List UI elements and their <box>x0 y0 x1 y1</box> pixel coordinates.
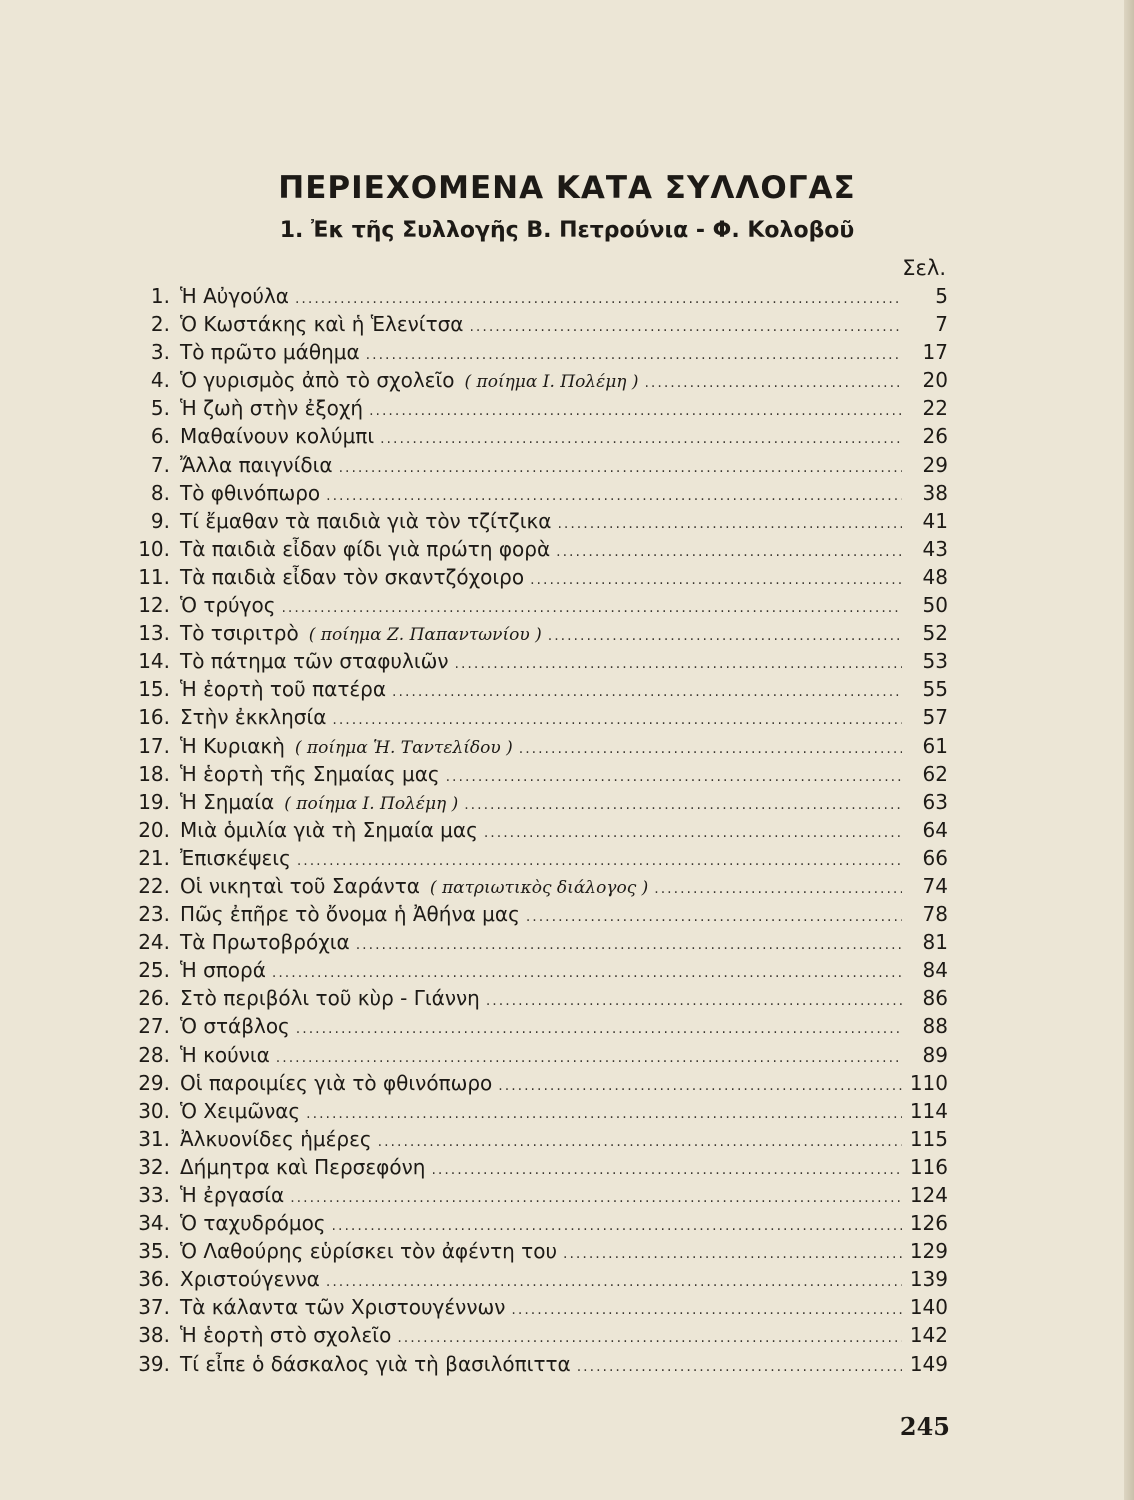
entry-page: 139 <box>909 1267 948 1292</box>
entry-number: 27. <box>138 1014 170 1039</box>
toc-entry <box>132 310 948 338</box>
entry-page: 61 <box>922 733 948 758</box>
toc-entry <box>132 1097 948 1125</box>
entry-page: 48 <box>922 564 948 589</box>
entry-page: 29 <box>922 452 948 477</box>
page-title: ΠΕΡΙΕΧΟΜΕΝΑ ΚΑΤΑ ΣΥΛΛΟΓΑΣ <box>278 170 856 206</box>
entry-number: 3. <box>150 340 170 365</box>
toc-entry <box>132 760 948 788</box>
toc-entry <box>132 900 948 928</box>
entry-page: 116 <box>909 1154 948 1179</box>
entry-title: Οἱ νικηταὶ τοῦ Σαράντα <box>180 873 420 898</box>
toc-entry <box>132 816 948 844</box>
entry-number: 10. <box>138 536 170 561</box>
dot-leader <box>548 622 902 650</box>
entry-number: 19. <box>138 789 170 814</box>
entry-page: 114 <box>909 1098 948 1123</box>
entry-number: 14. <box>138 649 170 674</box>
toc-entry <box>132 282 948 310</box>
entry-number: 17. <box>138 733 170 758</box>
entry-page: 52 <box>922 621 948 646</box>
entry-number: 16. <box>138 705 170 730</box>
entry-title: Τί εἶπε ὁ δάσκαλος γιὰ τὴ βασιλόπιττα <box>180 1351 571 1376</box>
entry-title: Τὰ παιδιὰ εἶδαν τὸν σκαντζόχοιρο <box>180 564 525 589</box>
toc-entry <box>132 1293 948 1321</box>
entry-page: 88 <box>922 1014 948 1039</box>
entry-page: 43 <box>922 536 948 561</box>
toc-entry <box>132 619 948 647</box>
toc-entry <box>132 366 948 394</box>
entry-number: 35. <box>138 1239 170 1264</box>
entry-title: Ἡ ἑορτὴ στὸ σχολεῖο <box>180 1323 392 1348</box>
toc-entry <box>132 535 948 563</box>
dot-leader <box>296 1015 902 1043</box>
entry-page: 62 <box>922 761 948 786</box>
entry-title: Τὰ κάλαντα τῶν Χριστουγέννων <box>180 1295 506 1320</box>
page-number: 245 <box>899 1412 950 1441</box>
entry-number: 37. <box>138 1295 170 1320</box>
dot-leader <box>369 397 902 425</box>
toc-entry <box>132 956 948 984</box>
dot-leader <box>431 1156 902 1184</box>
entry-note: ( ποίημα Ι. Πολέμη ) <box>284 793 459 814</box>
entry-page: 22 <box>922 396 948 421</box>
entry-page: 41 <box>922 508 948 533</box>
entry-title: Ἡ κούνια <box>180 1042 270 1067</box>
entry-title: Ἡ ἐργασία <box>180 1183 285 1207</box>
entry-title: Τὸ φθινόπωρο <box>180 480 321 505</box>
toc-entry <box>132 507 948 535</box>
dot-leader <box>281 594 902 622</box>
dot-leader <box>306 1100 902 1128</box>
entry-number: 8. <box>150 480 170 505</box>
entry-title: Πῶς ἐπῆρε τὸ ὄνομα ἡ Ἀθήνα μας <box>180 902 520 927</box>
toc-entry <box>132 1181 948 1209</box>
entry-page: 124 <box>909 1183 948 1207</box>
toc-entry <box>132 1350 948 1378</box>
entry-page: 74 <box>922 873 948 898</box>
entry-page: 78 <box>922 902 948 927</box>
entry-number: 23. <box>138 902 170 927</box>
entry-title: Ἡ Κυριακὴ <box>180 733 285 758</box>
entry-title: Ἡ ἑορτὴ τοῦ πατέρα <box>180 677 387 702</box>
entry-title: Τὰ Πρωτοβρόχια <box>180 930 350 955</box>
entry-title: Ὁ στάβλος <box>180 1014 290 1039</box>
table-of-contents <box>132 282 948 1378</box>
entry-title: Τὸ πάτημα τῶν σταφυλιῶν <box>180 649 449 674</box>
entry-number: 11. <box>138 564 170 589</box>
entry-number: 21. <box>138 845 170 870</box>
entry-number: 33. <box>138 1183 170 1207</box>
toc-entry <box>132 928 948 956</box>
entry-number: 28. <box>138 1042 170 1067</box>
entry-title: Τὸ πρῶτο μάθημα <box>180 340 360 365</box>
entry-page: 126 <box>909 1211 948 1236</box>
entry-page: 50 <box>922 593 948 618</box>
entry-page: 140 <box>909 1295 948 1320</box>
dot-leader <box>339 454 902 482</box>
toc-entry <box>132 563 948 591</box>
toc-entry <box>132 1041 948 1069</box>
entry-page: 89 <box>922 1042 948 1067</box>
entry-page: 142 <box>909 1323 948 1348</box>
entry-number: 24. <box>138 930 170 955</box>
entry-number: 38. <box>138 1323 170 1348</box>
toc-entry <box>132 703 948 731</box>
entry-number: 4. <box>150 368 170 393</box>
entry-number: 1. <box>150 284 170 308</box>
entry-title: Τὸ τσιριτρὸ <box>180 621 299 646</box>
entry-page: 63 <box>922 789 948 814</box>
entry-title: Ἡ ζωὴ στὴν ἐξοχή <box>180 396 364 421</box>
dot-leader <box>326 1268 902 1296</box>
entry-number: 31. <box>138 1126 170 1151</box>
toc-entry <box>132 1153 948 1181</box>
entry-title: Ὁ Λαθούρης εὑρίσκει τὸν ἀφέντη του <box>180 1239 558 1264</box>
entry-page: 20 <box>922 368 948 393</box>
entry-number: 13. <box>138 621 170 646</box>
entry-number: 32. <box>138 1154 170 1179</box>
entry-page: 115 <box>909 1126 948 1151</box>
entry-number: 29. <box>138 1070 170 1095</box>
dot-leader <box>366 341 902 369</box>
dot-leader <box>556 538 902 566</box>
entry-title: Οἱ παροιμίες γιὰ τὸ φθινόπωρο <box>180 1070 493 1095</box>
entry-number: 39. <box>138 1351 170 1376</box>
entry-title: Ἐπισκέψεις <box>180 845 291 870</box>
toc-entry <box>132 1321 948 1349</box>
toc-entry <box>132 451 948 479</box>
entry-title: Ἡ ἑορτὴ τῆς Σημαίας μας <box>180 761 440 786</box>
dot-leader <box>392 678 902 706</box>
entry-title: Ὁ γυρισμὸς ἀπὸ τὸ σχολεῖο <box>180 368 455 393</box>
entry-number: 9. <box>150 508 170 533</box>
dot-leader <box>484 819 902 847</box>
dot-leader <box>378 1128 902 1156</box>
dot-leader <box>332 706 902 734</box>
dot-leader <box>511 1296 902 1324</box>
entry-title: Ἄλλα παιγνίδια <box>180 452 333 477</box>
entry-title: Ἡ Σημαία <box>180 789 275 814</box>
entry-page: 26 <box>922 424 948 449</box>
toc-entry <box>132 591 948 619</box>
entry-page: 57 <box>922 705 948 730</box>
toc-entry <box>132 647 948 675</box>
entry-number: 30. <box>138 1098 170 1123</box>
entry-number: 7. <box>150 452 170 477</box>
entry-title: Δήμητρα καὶ Περσεφόνη <box>180 1154 426 1179</box>
entry-page: 110 <box>909 1070 948 1095</box>
entry-title: Χριστούγεννα <box>180 1267 320 1292</box>
dot-leader <box>332 1212 902 1240</box>
entry-title: Στὴν ἐκκλησία <box>180 705 327 730</box>
entry-title: Ἀλκυονίδες ἡμέρες <box>180 1126 372 1151</box>
entry-note: ( πατριωτικὸς διάλογος ) <box>429 877 649 898</box>
dot-leader <box>644 369 902 397</box>
toc-entry <box>132 844 948 872</box>
dot-leader <box>290 1184 902 1212</box>
entry-page: 38 <box>922 480 948 505</box>
entry-page: 84 <box>922 958 948 983</box>
dot-leader <box>397 1324 902 1352</box>
entry-title: Ἡ σπορά <box>180 958 266 983</box>
entry-page: 17 <box>922 340 948 365</box>
toc-entry <box>132 394 948 422</box>
entry-number: 5. <box>150 396 170 421</box>
toc-entry <box>132 1209 948 1237</box>
entry-number: 15. <box>138 677 170 702</box>
dot-leader <box>455 650 902 678</box>
entry-title: Μαθαίνουν κολύμπι <box>180 424 375 449</box>
toc-entry <box>132 338 948 366</box>
page-column-label: Σελ. <box>902 256 946 280</box>
entry-title: Στὸ περιβόλι τοῦ κὺρ - Γιάννη <box>180 986 480 1011</box>
toc-entry <box>132 1069 948 1097</box>
dot-leader <box>469 313 902 341</box>
entry-number: 22. <box>138 873 170 898</box>
dot-leader <box>446 763 902 791</box>
dot-leader <box>577 1353 902 1381</box>
dot-leader <box>498 1072 902 1100</box>
entry-note: ( ποίημα Ἡ. Ταντελίδου ) <box>294 737 513 758</box>
toc-entry <box>132 1012 948 1040</box>
collection-subtitle: 1. Ἐκ τῆς Συλλογῆς Β. Πετρούνια - Φ. Κολοβοῦ <box>279 218 855 243</box>
toc-entry <box>132 1237 948 1265</box>
entry-number: 2. <box>150 312 170 337</box>
entry-title: Ὁ τρύγος <box>180 593 276 618</box>
dot-leader <box>326 482 902 510</box>
entry-page: 129 <box>909 1239 948 1264</box>
entry-page: 81 <box>922 930 948 955</box>
entry-title: Ἡ Αὐγούλα <box>180 284 289 308</box>
entry-note: ( ποίημα Ζ. Παπαντωνίου ) <box>308 625 542 646</box>
entry-title: Τὰ παιδιὰ εἶδαν φίδι γιὰ πρώτη φορὰ <box>180 536 551 561</box>
dot-leader <box>530 566 902 594</box>
dot-leader <box>519 735 902 763</box>
entry-page: 64 <box>922 817 948 842</box>
dot-leader <box>526 903 902 931</box>
dot-leader <box>654 875 902 903</box>
entry-number: 18. <box>138 761 170 786</box>
entry-title: Ὁ ταχυδρόμος <box>180 1211 326 1236</box>
entry-title: Ὁ Χειμῶνας <box>180 1098 301 1123</box>
dot-leader <box>356 931 902 959</box>
entry-number: 36. <box>138 1267 170 1292</box>
dot-leader <box>557 510 902 538</box>
entry-page: 86 <box>922 986 948 1011</box>
toc-entry <box>132 872 948 900</box>
entry-number: 6. <box>150 424 170 449</box>
entry-number: 12. <box>138 593 170 618</box>
toc-entry <box>132 788 948 816</box>
dot-leader <box>464 791 902 819</box>
entry-number: 26. <box>138 986 170 1011</box>
toc-entry <box>132 732 948 760</box>
entry-page: 5 <box>935 284 948 308</box>
entry-title: Ὁ Κωστάκης καὶ ἡ Ἑλενίτσα <box>180 312 464 337</box>
dot-leader <box>297 847 902 875</box>
entry-number: 34. <box>138 1211 170 1236</box>
entry-note: ( ποίημα Ι. Πολέμη ) <box>464 372 639 393</box>
dot-leader <box>563 1240 902 1268</box>
dot-leader <box>276 1044 902 1072</box>
toc-entry <box>132 675 948 703</box>
entry-title: Τί ἔμαθαν τὰ παιδιὰ γιὰ τὸν τζίτζικα <box>180 508 552 533</box>
entry-page: 149 <box>909 1351 948 1376</box>
dot-leader <box>295 285 902 313</box>
toc-entry <box>132 422 948 450</box>
toc-entry <box>132 1125 948 1153</box>
entry-number: 20. <box>138 817 170 842</box>
entry-page: 53 <box>922 649 948 674</box>
toc-entry <box>132 479 948 507</box>
entry-page: 7 <box>935 312 948 337</box>
dot-leader <box>486 987 902 1015</box>
entry-page: 55 <box>922 677 948 702</box>
dot-leader <box>380 425 902 453</box>
dot-leader <box>272 959 902 987</box>
entry-title: Μιὰ ὁμιλία γιὰ τὴ Σημαία μας <box>180 817 478 842</box>
toc-entry <box>132 984 948 1012</box>
entry-number: 25. <box>138 958 170 983</box>
toc-entry <box>132 1265 948 1293</box>
entry-page: 66 <box>922 845 948 870</box>
